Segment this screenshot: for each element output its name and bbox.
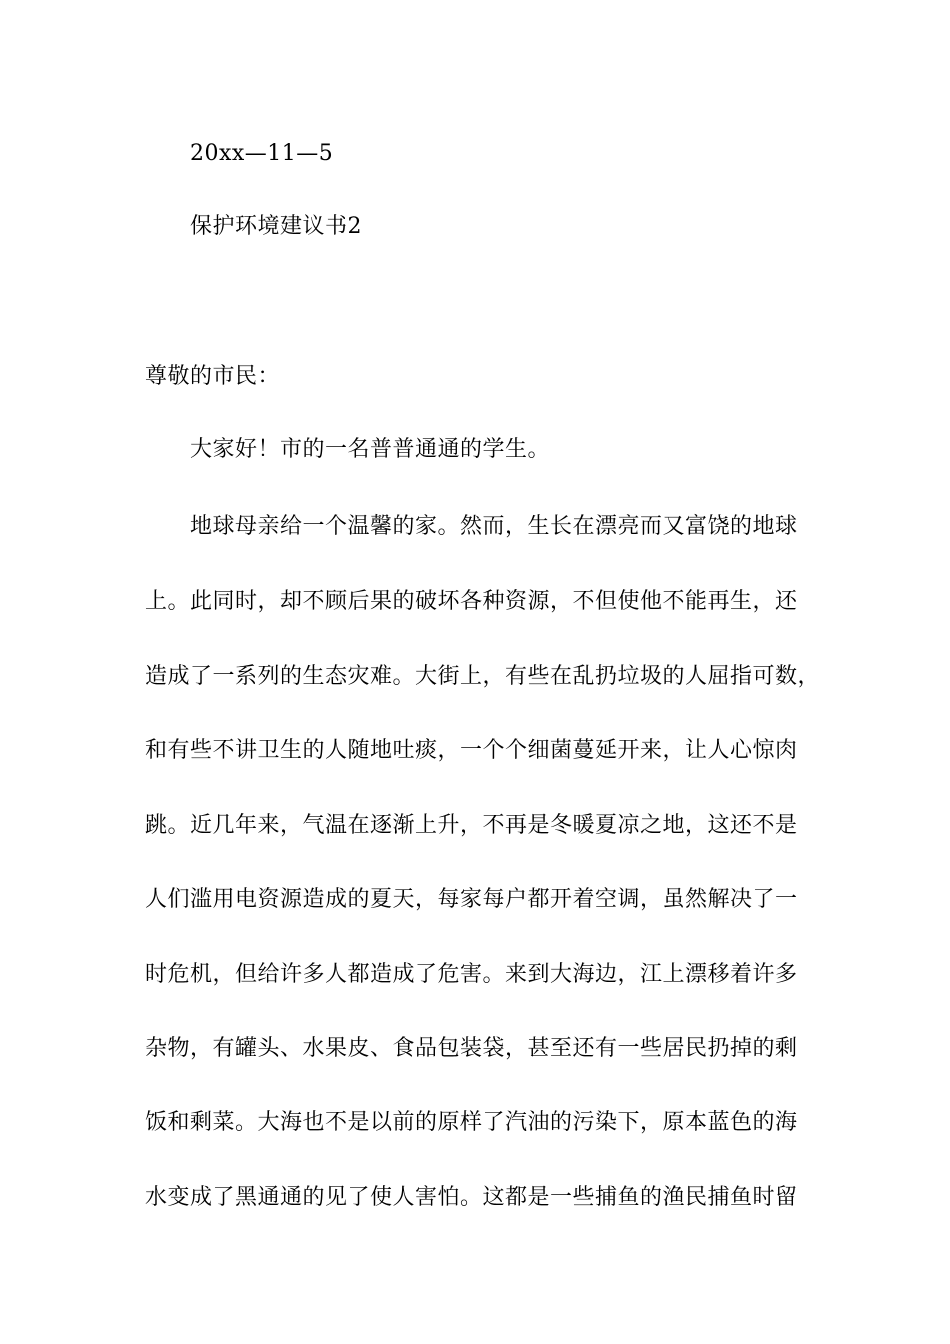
body-line: 跳。近几年来，气温在逐渐上升，不再是冬暖夏凉之地，这还不是 (145, 813, 798, 838)
body-line: 时危机，但给许多人都造成了危害。来到大海边，江上漂移着许多 (145, 962, 798, 987)
document-heading: 保护环境建议书2 (190, 214, 362, 239)
body-line: 人们滥用电资源造成的夏天，每家每户都开着空调，虽然解决了一 (145, 887, 798, 912)
body-line: 和有些不讲卫生的人随地吐痰，一个个细菌蔓延开来，让人心惊肉 (145, 738, 798, 763)
body-line: 水变成了黑通通的见了使人害怕。这都是一些捕鱼的渔民捕鱼时留 (145, 1185, 798, 1210)
body-line: 上。此同时，却不顾后果的破坏各种资源，不但使他不能再生，还 (145, 589, 798, 614)
body-line: 地球母亲给一个温馨的家。然而，生长在漂亮而又富饶的地球 (190, 514, 798, 539)
greeting-paragraph: 大家好！市的一名普普通通的学生。 (190, 437, 551, 462)
body-line: 造成了一系列的生态灾难。大街上，有些在乱扔垃圾的人屈指可数， (145, 664, 821, 689)
body-line: 饭和剩菜。大海也不是以前的原样了汽油的污染下，原本蓝色的海 (145, 1110, 798, 1135)
salutation: 尊敬的市民： (145, 364, 281, 389)
document-date: 20xx—11—5 (190, 141, 334, 166)
body-line: 杂物，有罐头、水果皮、食品包装袋，甚至还有一些居民扔掉的剩 (145, 1036, 798, 1061)
